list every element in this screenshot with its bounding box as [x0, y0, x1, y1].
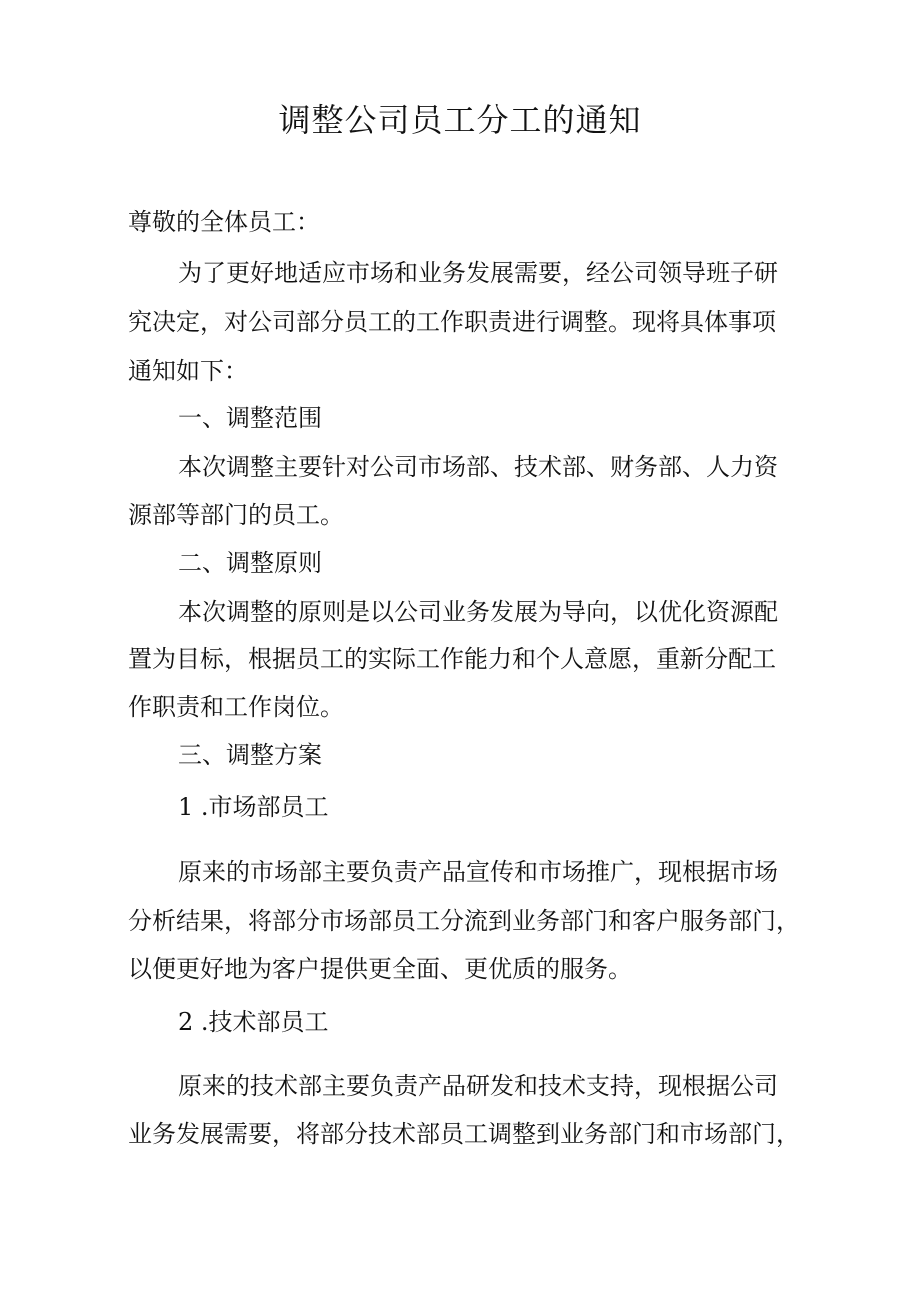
scope-line-2: 源部等部门的员工。: [128, 501, 344, 529]
principle-line-1: 本次调整的原则是以公司业务发展为导向，以优化资源配: [178, 598, 778, 626]
section-heading-principle: 二、调整原则: [178, 549, 322, 577]
intro-line-3: 通知如下：: [128, 357, 248, 385]
plan-item-1-line-1: 原来的市场部主要负责产品宣传和市场推广，现根据市场: [178, 858, 778, 886]
section-heading-plan: 三、调整方案: [178, 741, 322, 769]
section-heading-scope: 一、调整范围: [178, 404, 322, 432]
plan-item-2-line-2: 业务发展需要，将部分技术部员工调整到业务部门和市场部门，: [128, 1120, 800, 1148]
salutation: 尊敬的全体员工：: [128, 208, 320, 236]
plan-item-2-heading: 2 .技术部员工: [178, 1008, 329, 1036]
plan-item-2-line-1: 原来的技术部主要负责产品研发和技术支持，现根据公司: [178, 1072, 778, 1100]
intro-line-1: 为了更好地适应市场和业务发展需要，经公司领导班子研: [178, 259, 778, 287]
intro-line-2: 究决定，对公司部分员工的工作职责进行调整。现将具体事项: [128, 308, 776, 336]
plan-item-1-line-3: 以便更好地为客户提供更全面、更优质的服务。: [128, 955, 632, 983]
document-title: 调整公司员工分工的通知: [278, 101, 642, 139]
scope-line-1: 本次调整主要针对公司市场部、技术部、财务部、人力资: [178, 453, 778, 481]
principle-line-3: 作职责和工作岗位。: [128, 693, 344, 721]
principle-line-2: 置为目标，根据员工的实际工作能力和个人意愿，重新分配工: [128, 645, 776, 673]
plan-item-1-heading: 1 .市场部员工: [178, 793, 329, 821]
plan-item-1-line-2: 分析结果，将部分市场部员工分流到业务部门和客户服务部门，: [128, 907, 800, 935]
